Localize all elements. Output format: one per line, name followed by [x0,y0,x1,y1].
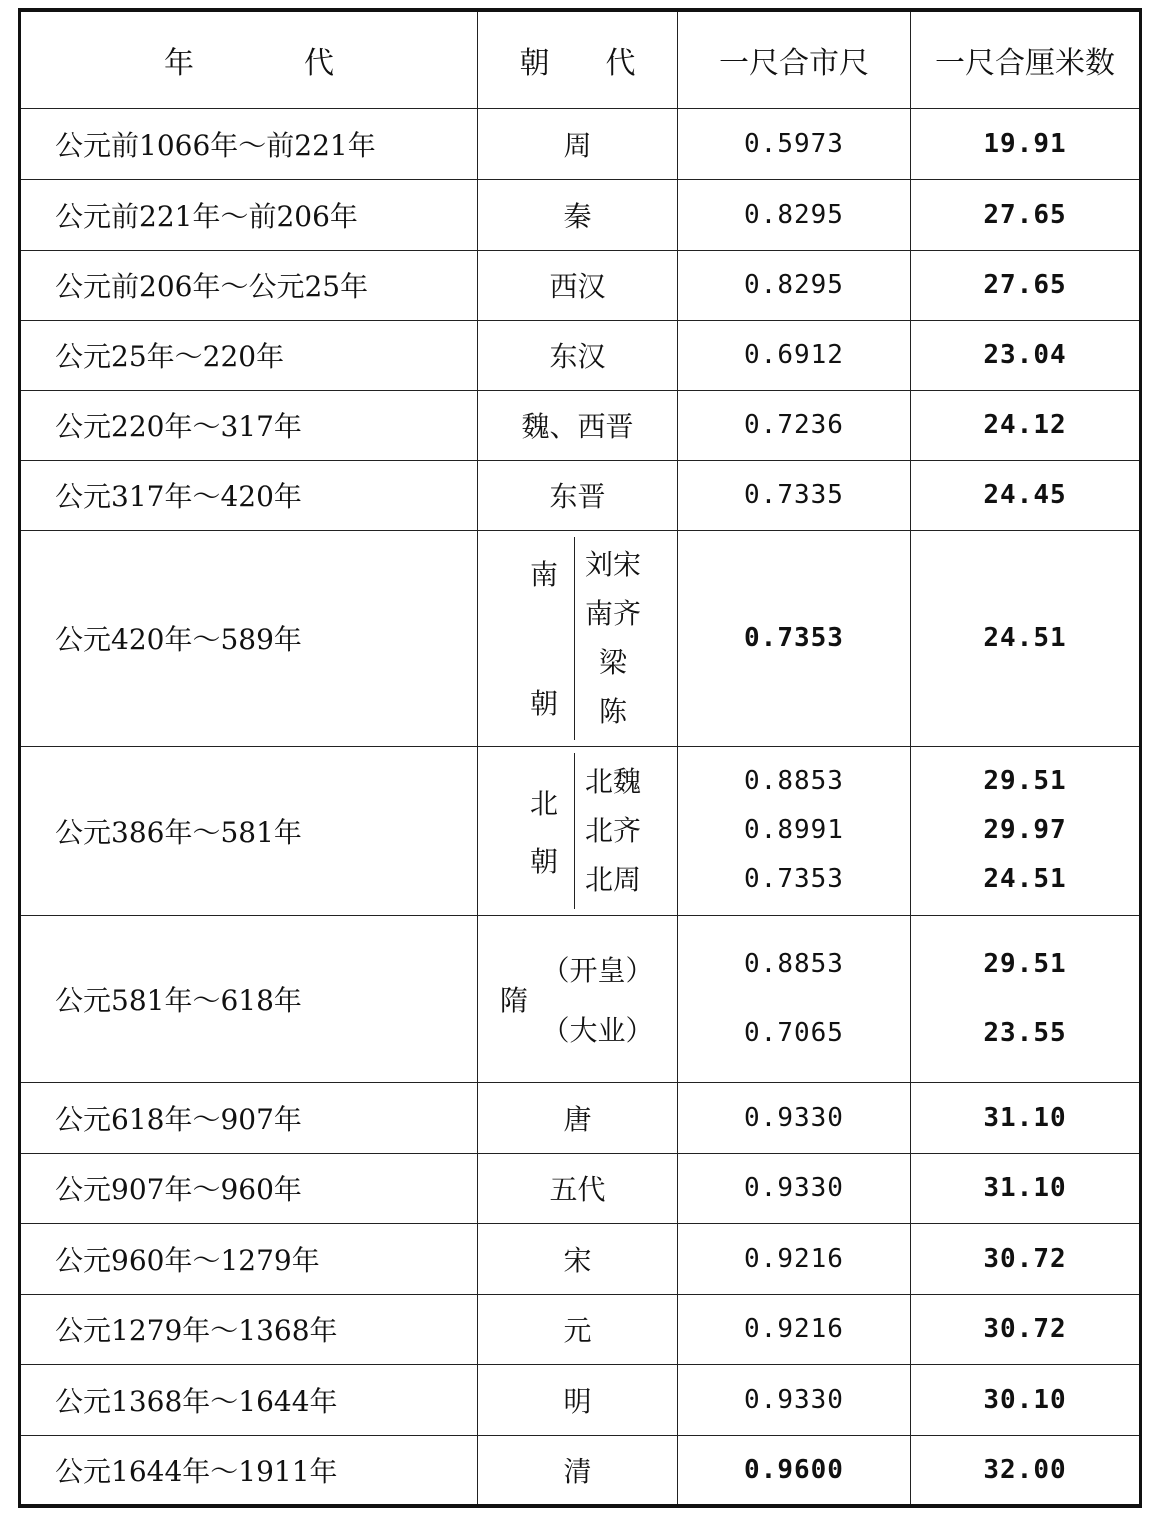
shichi-cell: 0.8295 [678,179,911,250]
cm-value: 29.51 [983,766,1067,796]
era-cell: 公元25年～220年 [20,320,478,390]
table-row [20,1294,1141,1364]
cm-cell: 30.10 [911,1364,1141,1435]
cm-cell: 31.10 [911,1153,1141,1223]
table-row [20,460,1141,530]
cm-value: 23.55 [983,1017,1067,1048]
group-label-sui: 隋 [500,983,529,1017]
dynasty-cell-southern [478,530,678,746]
shichi-value: 0.8853 [744,766,844,796]
cm-value: 24.51 [983,864,1067,894]
cm-cell: 27.65 [911,179,1141,250]
shichi-cell [678,746,911,915]
dynasty-cell: 宋 [478,1223,678,1294]
table-row-northern [20,746,1141,915]
table-row [20,1153,1141,1223]
era-cell: 公元960年～1279年 [20,1223,478,1294]
cm-value: 29.51 [983,948,1067,979]
table-row [20,320,1141,390]
sub-period: （大业） [541,1013,654,1047]
era-cell: 公元前1066年～前221年 [20,108,478,179]
shichi-cell: 0.7353 [678,530,911,746]
group-label-chao: 朝 [529,844,558,878]
cm-value: 29.97 [983,815,1067,845]
cm-cell: 30.72 [911,1294,1141,1364]
table-row [20,1082,1141,1153]
era-cell: 公元前206年～公元25年 [20,250,478,320]
era-cell: 公元907年～960年 [20,1153,478,1223]
shichi-cell: 0.7335 [678,460,911,530]
era-cell: 公元581年～618年 [20,915,478,1082]
header-cm: 一尺合厘米数 [911,10,1141,108]
era-cell: 公元1368年～1644年 [20,1364,478,1435]
sub-dynasty: 梁 [598,646,627,679]
dynasty-cell-northern [478,746,678,915]
dynasty-cell: 东晋 [478,460,678,530]
cm-cell: 31.10 [911,1082,1141,1153]
cm-cell: 23.04 [911,320,1141,390]
table-row [20,1223,1141,1294]
sub-dynasty: 北齐 [584,814,641,847]
sub-dynasty: 北周 [584,863,641,896]
table-row [20,108,1141,179]
dynasty-cell: 清 [478,1435,678,1506]
era-cell: 公元1644年～1911年 [20,1435,478,1506]
sub-dynasty: 刘宋 [584,548,641,581]
table-row [20,390,1141,460]
era-cell: 公元420年～589年 [20,530,478,746]
sub-dynasty: 北魏 [584,765,641,798]
dynasty-cell: 唐 [478,1082,678,1153]
shichi-cell: 0.9330 [678,1153,911,1223]
shichi-cell: 0.6912 [678,320,911,390]
shichi-cell [678,915,911,1082]
era-cell: 公元618年～907年 [20,1082,478,1153]
era-cell: 公元前221年～前206年 [20,179,478,250]
cm-cell [911,915,1141,1082]
sub-period: （开皇） [541,953,654,987]
shichi-value: 0.7065 [744,1017,844,1048]
cm-cell: 30.72 [911,1223,1141,1294]
cm-cell: 19.91 [911,108,1141,179]
cm-cell: 24.51 [911,530,1141,746]
shichi-cell: 0.7236 [678,390,911,460]
cm-cell: 27.65 [911,250,1141,320]
shichi-cell: 0.9330 [678,1082,911,1153]
shichi-cell: 0.9216 [678,1294,911,1364]
table-row [20,179,1141,250]
cm-cell [911,746,1141,915]
shichi-cell: 0.9216 [678,1223,911,1294]
cm-cell: 24.45 [911,460,1141,530]
shichi-cell: 0.5973 [678,108,911,179]
dynasty-cell-sui [478,915,678,1082]
table-row-sui [20,915,1141,1082]
dynasty-cell: 明 [478,1364,678,1435]
dynasty-cell: 五代 [478,1153,678,1223]
table-row [20,250,1141,320]
shichi-value: 0.7353 [744,864,844,894]
dynasty-cell: 西汉 [478,250,678,320]
dynasty-measure-table [18,8,1142,1508]
group-label-south: 南 [529,557,558,591]
sub-dynasty: 陈 [598,695,627,728]
dynasty-cell: 秦 [478,179,678,250]
cm-cell: 24.12 [911,390,1141,460]
header-row [20,10,1141,108]
dynasty-cell: 周 [478,108,678,179]
group-label-chao: 朝 [529,686,558,720]
table-row-southern [20,530,1141,746]
era-cell: 公元386年～581年 [20,746,478,915]
shichi-value: 0.8991 [744,815,844,845]
header-dynasty: 朝 代 [478,10,678,108]
shichi-cell: 0.9600 [678,1435,911,1506]
shichi-cell: 0.8295 [678,250,911,320]
era-cell: 公元220年～317年 [20,390,478,460]
group-label-north: 北 [529,786,558,820]
header-shichi: 一尺合市尺 [678,10,911,108]
dynasty-cell: 元 [478,1294,678,1364]
header-era: 年 代 [20,10,478,108]
sub-dynasty: 南齐 [584,597,641,630]
table-row [20,1364,1141,1435]
era-cell: 公元317年～420年 [20,460,478,530]
cm-cell: 32.00 [911,1435,1141,1506]
shichi-value: 0.8853 [744,948,844,979]
table-row [20,1435,1141,1506]
shichi-cell: 0.9330 [678,1364,911,1435]
era-cell: 公元1279年～1368年 [20,1294,478,1364]
dynasty-cell: 东汉 [478,320,678,390]
dynasty-cell: 魏、西晋 [478,390,678,460]
